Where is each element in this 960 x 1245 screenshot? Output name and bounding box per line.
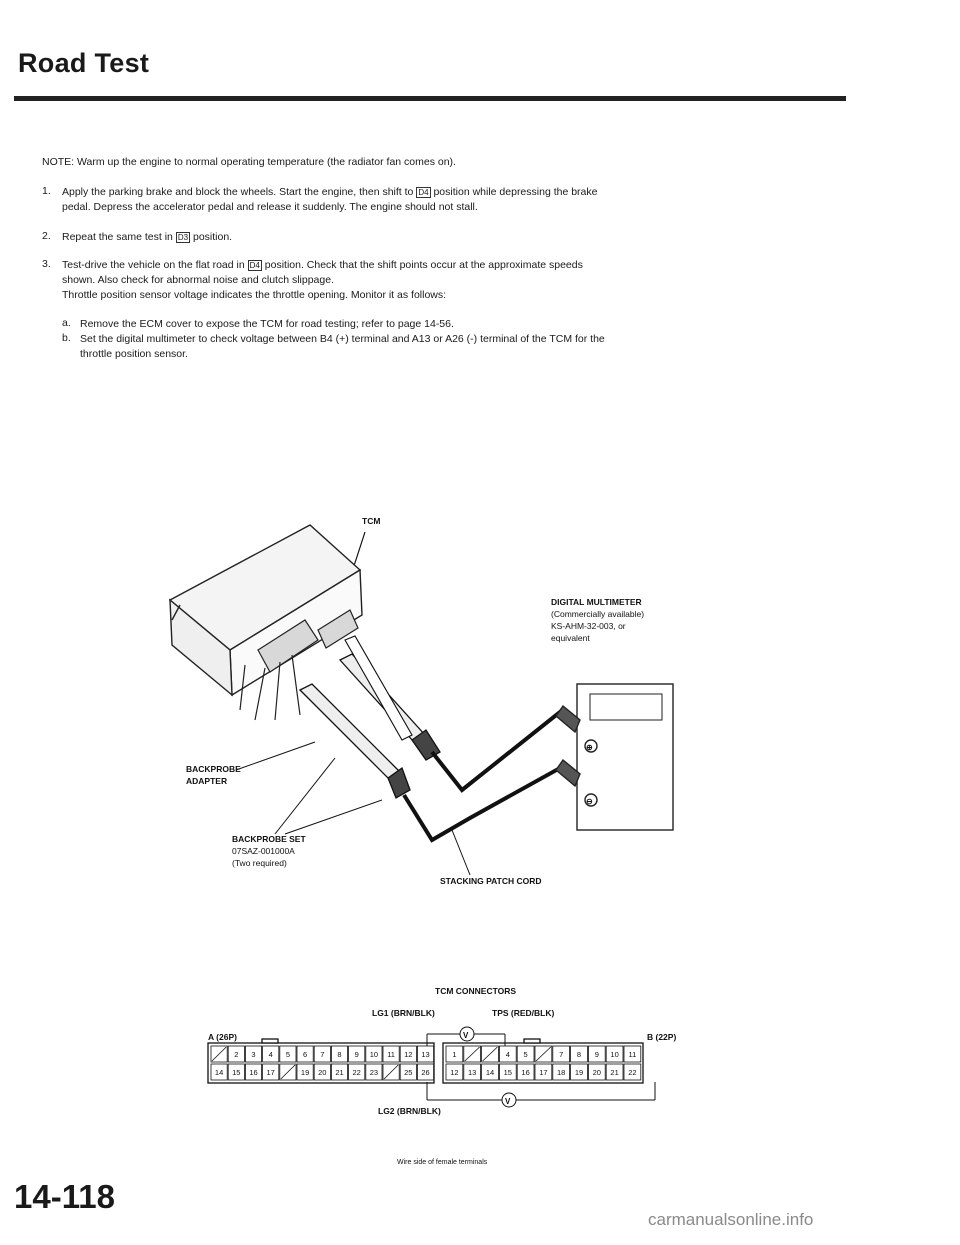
shift-position-symbol: D4: [418, 187, 429, 197]
patch-cord-lower: [404, 768, 572, 840]
connector-b-terminal-number: 21: [610, 1068, 619, 1077]
shift-position-symbol: D4: [249, 260, 260, 270]
backprobe-set-label: 07SAZ-001000A: [232, 846, 295, 856]
connector-a-terminal-number: 25: [404, 1068, 413, 1077]
backprobe-set-label: BACKPROBE SET: [232, 834, 306, 844]
patch-cord-leader: [452, 830, 470, 875]
connector-a-terminal-number: 13: [421, 1050, 430, 1059]
multimeter-label-line: (Commercially available): [551, 609, 645, 619]
connector-a-terminal-number: 4: [268, 1050, 273, 1059]
step-text-part: position. Check that the shift points occur at the approximate speeds: [264, 259, 583, 271]
set-leader-line: [285, 800, 382, 834]
set-leader-line: [275, 758, 335, 834]
connector-b-terminal-number: 17: [539, 1068, 548, 1077]
connector-b-terminal-number: 12: [450, 1068, 459, 1077]
connector-a-terminal-number: 20: [318, 1068, 327, 1077]
patch-cord-upper: [432, 712, 572, 790]
step-number: 1.: [42, 185, 51, 197]
voltmeter-symbol: V: [505, 1097, 511, 1106]
step-text-part: Apply the parking brake and block the wheels. Start the engine, then shift to: [62, 186, 414, 198]
multimeter-label-line: equivalent: [551, 633, 590, 643]
connector-a-terminal-number: 26: [421, 1068, 430, 1077]
connector-a-terminal-number: 3: [251, 1050, 256, 1059]
adapter-leader-line: [236, 742, 315, 770]
multimeter-label-line: DIGITAL MULTIMETER: [551, 597, 642, 607]
shift-position-symbol: D3: [177, 232, 189, 242]
connectors-title: TCM CONNECTORS: [435, 986, 517, 996]
connector-a-label: A (26P): [208, 1032, 237, 1042]
substep-text-line2: throttle position sensor.: [80, 348, 188, 360]
step-text-line3: Throttle position sensor voltage indicates the throttle opening. Monitor it as follows:: [62, 289, 447, 301]
connector-b-terminal-number: 10: [610, 1050, 619, 1059]
connector-b-terminal-number: 14: [485, 1068, 495, 1077]
connector-b-terminal-number: 15: [503, 1068, 512, 1077]
connector-a-terminal-number: 14: [214, 1068, 224, 1077]
substep-letter: a.: [62, 317, 71, 329]
minus-terminal-symbol: ⊖: [586, 797, 593, 806]
connector-a-terminal-number: 8: [337, 1050, 342, 1059]
connector-b-terminal-number: 4: [505, 1050, 510, 1059]
tps-label: TPS (RED/BLK): [492, 1008, 555, 1018]
backprobe-upper: [345, 636, 412, 740]
connector-a-terminal-number: 21: [335, 1068, 344, 1077]
tcm-label: TCM: [362, 516, 381, 526]
connector-b-terminal-number: 1: [452, 1050, 457, 1059]
backprobe-adapter-label: ADAPTER: [186, 776, 228, 786]
plus-terminal-symbol: ⊕: [586, 743, 593, 752]
patch-cord-label: STACKING PATCH CORD: [440, 876, 542, 886]
step-text-part: position while depressing the brake: [433, 186, 598, 198]
connector-b-terminal-number: 16: [521, 1068, 530, 1077]
backprobe-set-label: (Two required): [232, 858, 287, 868]
connector-a-terminal-number: 23: [369, 1068, 379, 1077]
connector-b-terminal-number: 13: [468, 1068, 477, 1077]
connector-b-terminal-number: 11: [628, 1050, 637, 1059]
connector-b-terminal-number: 5: [523, 1050, 528, 1059]
connector-a-terminal-number: 6: [303, 1050, 308, 1059]
step-number: 3.: [42, 258, 51, 270]
connector-b-terminal-number: 7: [559, 1050, 564, 1059]
connector-b-terminal-number: 8: [576, 1050, 582, 1059]
connector-b-terminal-number: 9: [594, 1050, 599, 1059]
multimeter-label-line: KS-AHM-32-003, or: [551, 621, 626, 631]
multimeter: [556, 684, 673, 830]
page-number: 14-118: [14, 1178, 115, 1215]
connector-caption: Wire side of female terminals: [397, 1159, 488, 1166]
connector-a-terminal-number: 2: [234, 1050, 239, 1059]
voltmeter-symbol: V: [463, 1031, 469, 1040]
substep-text: Remove the ECM cover to expose the TCM for road testing; refer to page 14-56.: [80, 318, 454, 330]
connector-a-terminal-number: 12: [404, 1050, 413, 1059]
substep-letter: b.: [62, 332, 71, 344]
watermark-text: carmanualsonline.info: [648, 1210, 814, 1229]
note-text: NOTE: Warm up the engine to normal operating temperature (the radiator fan comes on).: [42, 156, 456, 168]
substep-text: Set the digital multimeter to check voltage between B4 (+) terminal and A13 or A26 (-) terminal of the TCM for the: [80, 333, 605, 345]
step-text-part: Test-drive the vehicle on the flat road in: [62, 259, 245, 271]
connector-a-terminal-number: 10: [369, 1050, 379, 1059]
connector-a-terminal-number: 17: [266, 1068, 275, 1077]
connector-a-terminal-number: 7: [320, 1050, 325, 1059]
step-text-line2: shown. Also check for abnormal noise and clutch slippage.: [62, 274, 334, 286]
voltmeter-bottom: [427, 1082, 655, 1107]
connector-b-terminal-number: 20: [592, 1068, 601, 1077]
connector-b-label: B (22P): [647, 1032, 677, 1042]
step-text-part: position.: [192, 231, 233, 243]
connector-b-terminal-number: 22: [628, 1068, 637, 1077]
connector-a-terminal-number: 9: [354, 1050, 359, 1059]
connector-a-terminal-number: 5: [285, 1050, 290, 1059]
connector-a-terminal-number: 19: [300, 1068, 310, 1077]
connector-b-terminal-number: 19: [574, 1068, 584, 1077]
lg2-label: LG2 (BRN/BLK): [378, 1106, 441, 1116]
connector-b-terminal-number: 18: [557, 1068, 566, 1077]
connector-a-terminal-number: 22: [352, 1068, 361, 1077]
lg1-label: LG1 (BRN/BLK): [372, 1008, 435, 1018]
step-number: 2.: [42, 230, 51, 242]
connector-a-terminal-number: 16: [249, 1068, 258, 1077]
tcm-unit: [170, 525, 362, 695]
connector-a-terminal-number: 15: [232, 1068, 241, 1077]
step-text-part: Repeat the same test in: [62, 231, 173, 243]
step-text-line2: pedal. Depress the accelerator pedal and release it suddenly. The engine should not stall.: [62, 201, 478, 213]
backprobe-adapter-label: BACKPROBE: [186, 764, 241, 774]
page-title: Road Test: [18, 48, 150, 78]
connector-a-terminal-number: 11: [387, 1050, 395, 1059]
